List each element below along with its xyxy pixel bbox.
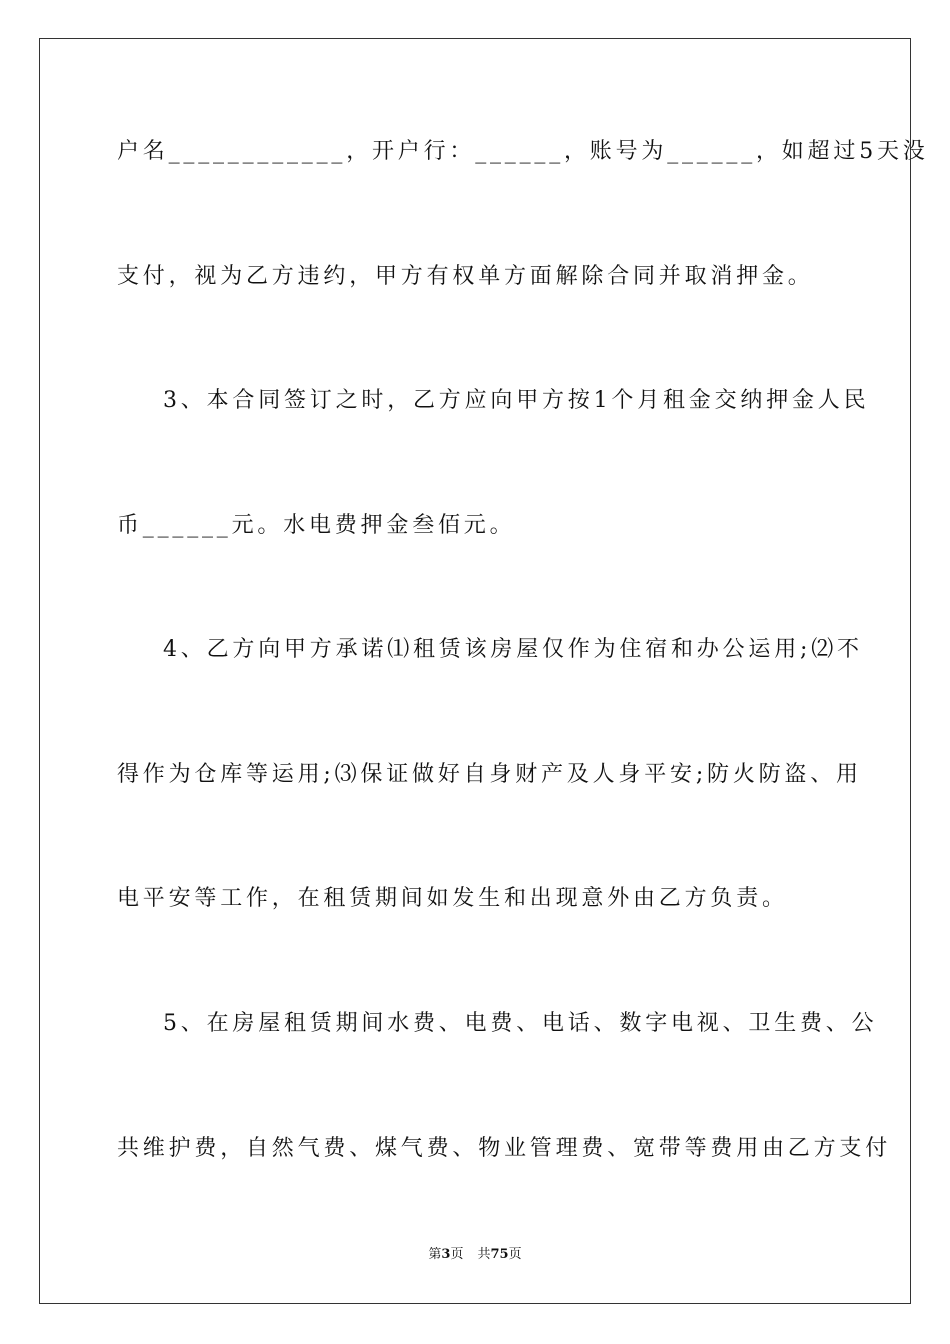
text-line: 5、在房屋租赁期间水费、电费、电话、数字电视、卫生费、公 [163,1011,878,1036]
text-line: 得作为仓库等运用;⑶保证做好自身财产及人身平安;防火防盗、用 [117,762,862,787]
page-prefix: 第 [428,1247,442,1262]
text-line: 4、乙方向甲方承诺⑴租赁该房屋仅作为住宿和办公运用;⑵不 [163,637,863,662]
page-footer [0,1246,950,1264]
text-line: 币______元。水电费押金叁佰元。 [117,513,516,538]
text-line: 户名____________，开户行：______，账号为______，如超过5天没 [117,139,929,164]
page-number: 3 [441,1247,451,1262]
page-suffix: 页 [450,1247,464,1262]
total-suffix: 页 [508,1247,522,1262]
total-prefix: 共 [477,1247,491,1262]
text-line: 3、本合同签订之时，乙方应向甲方按1个月租金交纳押金人民 [163,388,870,413]
page-border [39,38,929,1304]
text-line: 共维护费，自然气费、煤气费、物业管理费、宽带等费用由乙方支付 [117,1136,892,1161]
text-line: 电平安等工作，在租赁期间如发生和出现意外由乙方负责。 [117,886,788,911]
text-line: 支付，视为乙方违约，甲方有权单方面解除合同并取消押金。 [117,264,814,289]
total-pages: 75 [490,1247,509,1262]
